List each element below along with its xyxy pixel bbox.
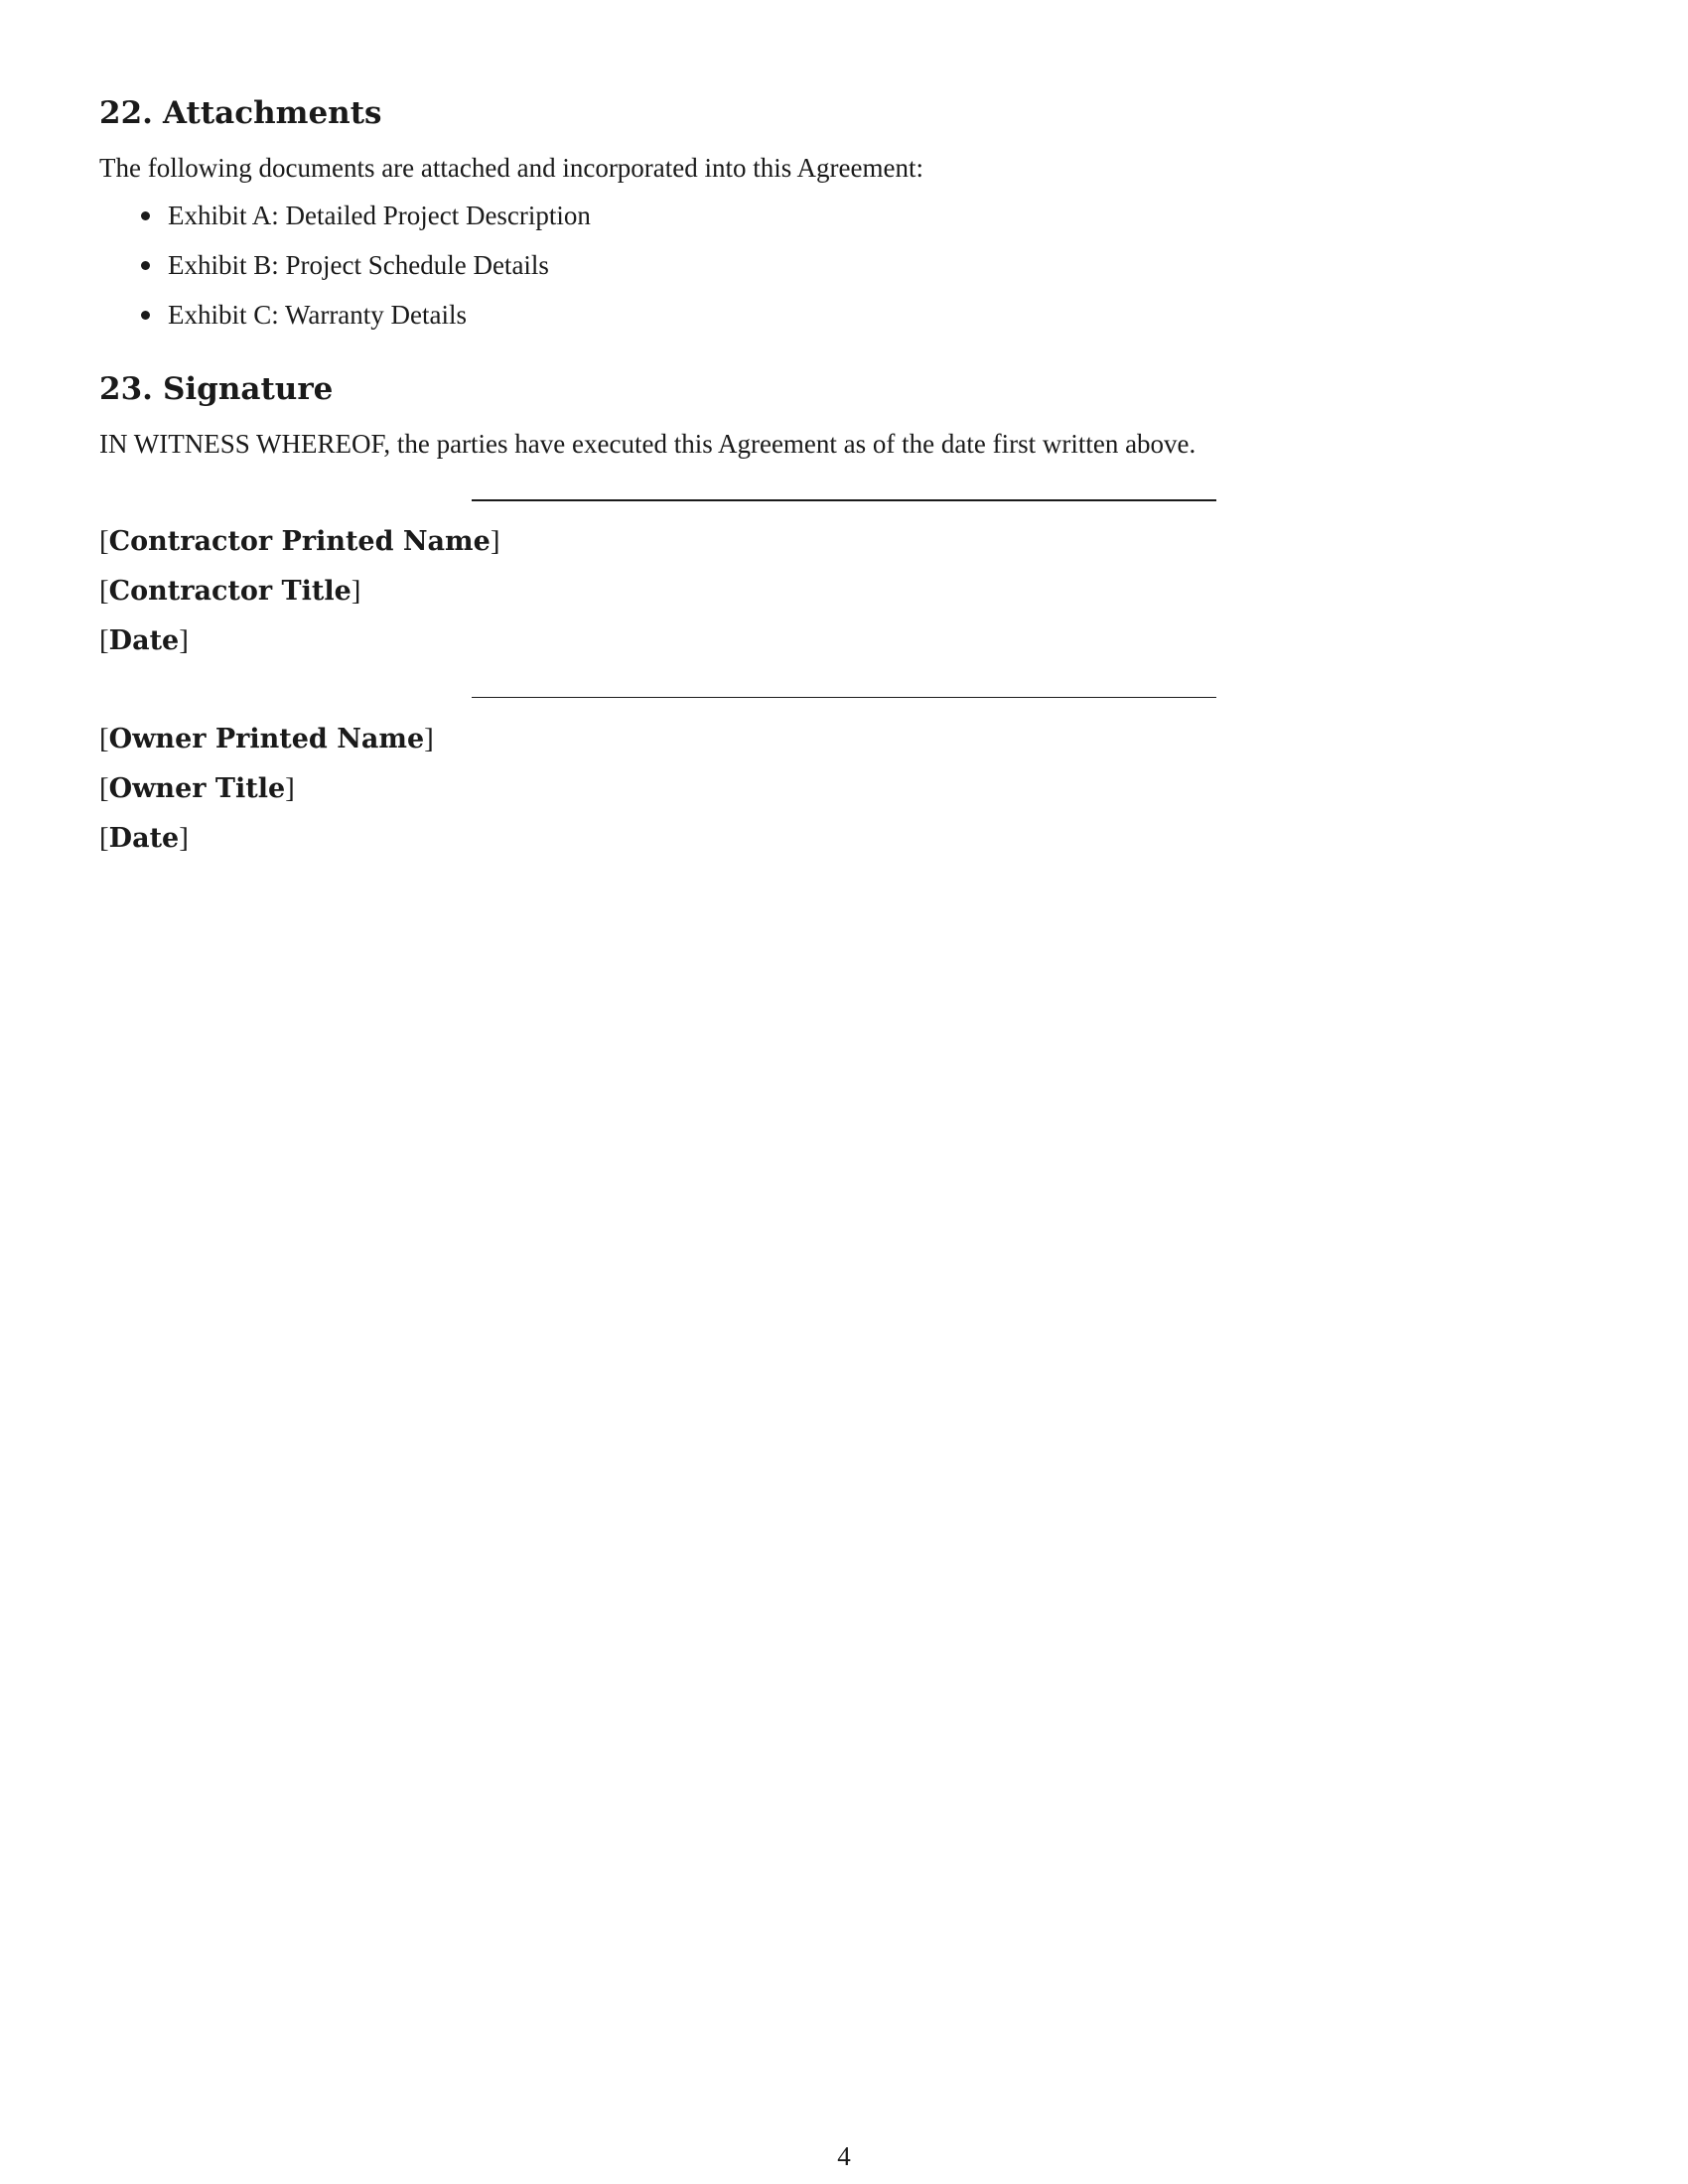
- owner-printed-name-label: Owner Printed Name: [108, 724, 425, 754]
- attachments-section-number: 22.: [99, 95, 153, 131]
- bullet-icon: [141, 261, 150, 270]
- page-number: 4: [837, 2141, 851, 2171]
- contractor-printed-name-label: Contractor Printed Name: [108, 526, 491, 557]
- bullet-icon: [141, 211, 150, 220]
- witness-statement: IN WITNESS WHEREOF, the parties have executed this Agreement as of the date first written above.: [99, 429, 1196, 459]
- signature-heading: [99, 371, 333, 407]
- exhibit-a-label: Exhibit A: Detailed Project Description: [168, 201, 591, 230]
- owner-date: [Date]: [99, 822, 189, 854]
- contractor-printed-name: [Contractor Printed Name]: [99, 525, 500, 557]
- owner-date-label: Date: [108, 823, 180, 854]
- exhibit-b-label: Exhibit B: Project Schedule Details: [168, 250, 549, 280]
- contractor-signature-line: [472, 499, 1216, 501]
- owner-signature-line: [472, 697, 1216, 698]
- bullet-icon: [141, 311, 150, 320]
- attachments-intro: The following documents are attached and incorporated into this Agreement:: [99, 153, 923, 183]
- signature-section-title: Signature: [163, 371, 334, 407]
- attachments-heading: [99, 95, 381, 131]
- attachments-section-title: Attachments: [163, 95, 382, 131]
- owner-title: [Owner Title]: [99, 772, 295, 804]
- exhibit-c-label: Exhibit C: Warranty Details: [168, 300, 468, 330]
- contractor-date: [Date]: [99, 624, 189, 656]
- contractor-date-label: Date: [108, 625, 180, 656]
- owner-title-label: Owner Title: [108, 773, 286, 804]
- signature-section-number: 23.: [99, 371, 153, 407]
- owner-printed-name: [Owner Printed Name]: [99, 723, 434, 754]
- contractor-title-label: Contractor Title: [108, 576, 352, 607]
- contractor-title: [Contractor Title]: [99, 575, 361, 607]
